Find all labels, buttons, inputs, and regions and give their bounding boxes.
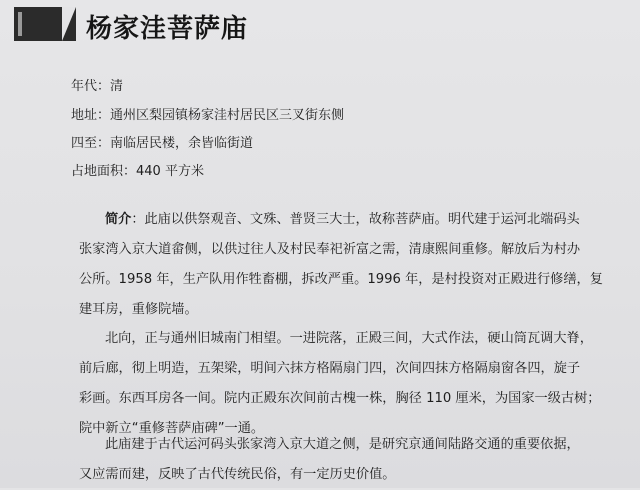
intro-paragraph <box>79 205 609 325</box>
intro-line-3: 公所。1958 年，生产队用作牲畜棚，拆改严重。1996 年，是村投资对正殿进行修缮，复 <box>79 272 603 287</box>
significance-paragraph <box>79 430 609 490</box>
para3-line-1: 此庙建于古代运河码头张家湾入京大道之侧，是研究京通间陆路交通的重要依据， <box>105 437 580 452</box>
description-paragraph <box>79 324 609 444</box>
para2-line-1: 北向，正与通州旧城南门相望。一进院落，正殿三间，大式作法，硬山筒瓦调大脊， <box>105 331 593 346</box>
page-title: 杨家洼菩萨庙 <box>86 14 249 44</box>
meta-boundary: 四至：南临居民楼，余皆临街道 <box>71 136 254 151</box>
para2-line-2: 前后廊，彻上明造，五架梁，明间六抹方格隔扇门四，次间四抹方格隔扇窗各四，旋子 <box>79 361 581 376</box>
intro-line-1 <box>79 205 609 235</box>
intro-label: 简介 <box>105 212 132 227</box>
intro-line-4: 建耳房，重修院墙。 <box>79 302 198 317</box>
meta-address: 地址：通州区梨园镇杨家洼村居民区三叉街东侧 <box>71 108 345 123</box>
title-marker-stripe <box>18 12 22 36</box>
para2-line-3: 彩画。东西耳房各一间。院内正殿东次间前古槐一株，胸径 110 厘米，为国家一级古树； <box>79 391 601 406</box>
para3-line-2: 又应需而建，反映了古代传统民俗，有一定历史价值。 <box>79 467 396 482</box>
intro-line-2: 张家湾入京大道畲侧，以供过往人及村民奉祀祈富之需，清康熙间重修。解放后为村办 <box>79 242 581 257</box>
meta-area: 占地面积：440 平方米 <box>71 164 204 179</box>
meta-era: 年代：清 <box>71 79 124 94</box>
para2-line-4: 院中新立“重修菩萨庙碑”一通。 <box>79 421 265 436</box>
intro-line-1-text: ：此庙以供祭观音、文殊、普贤三大士，故称菩萨庙。明代建于运河北端码头 <box>131 212 580 227</box>
